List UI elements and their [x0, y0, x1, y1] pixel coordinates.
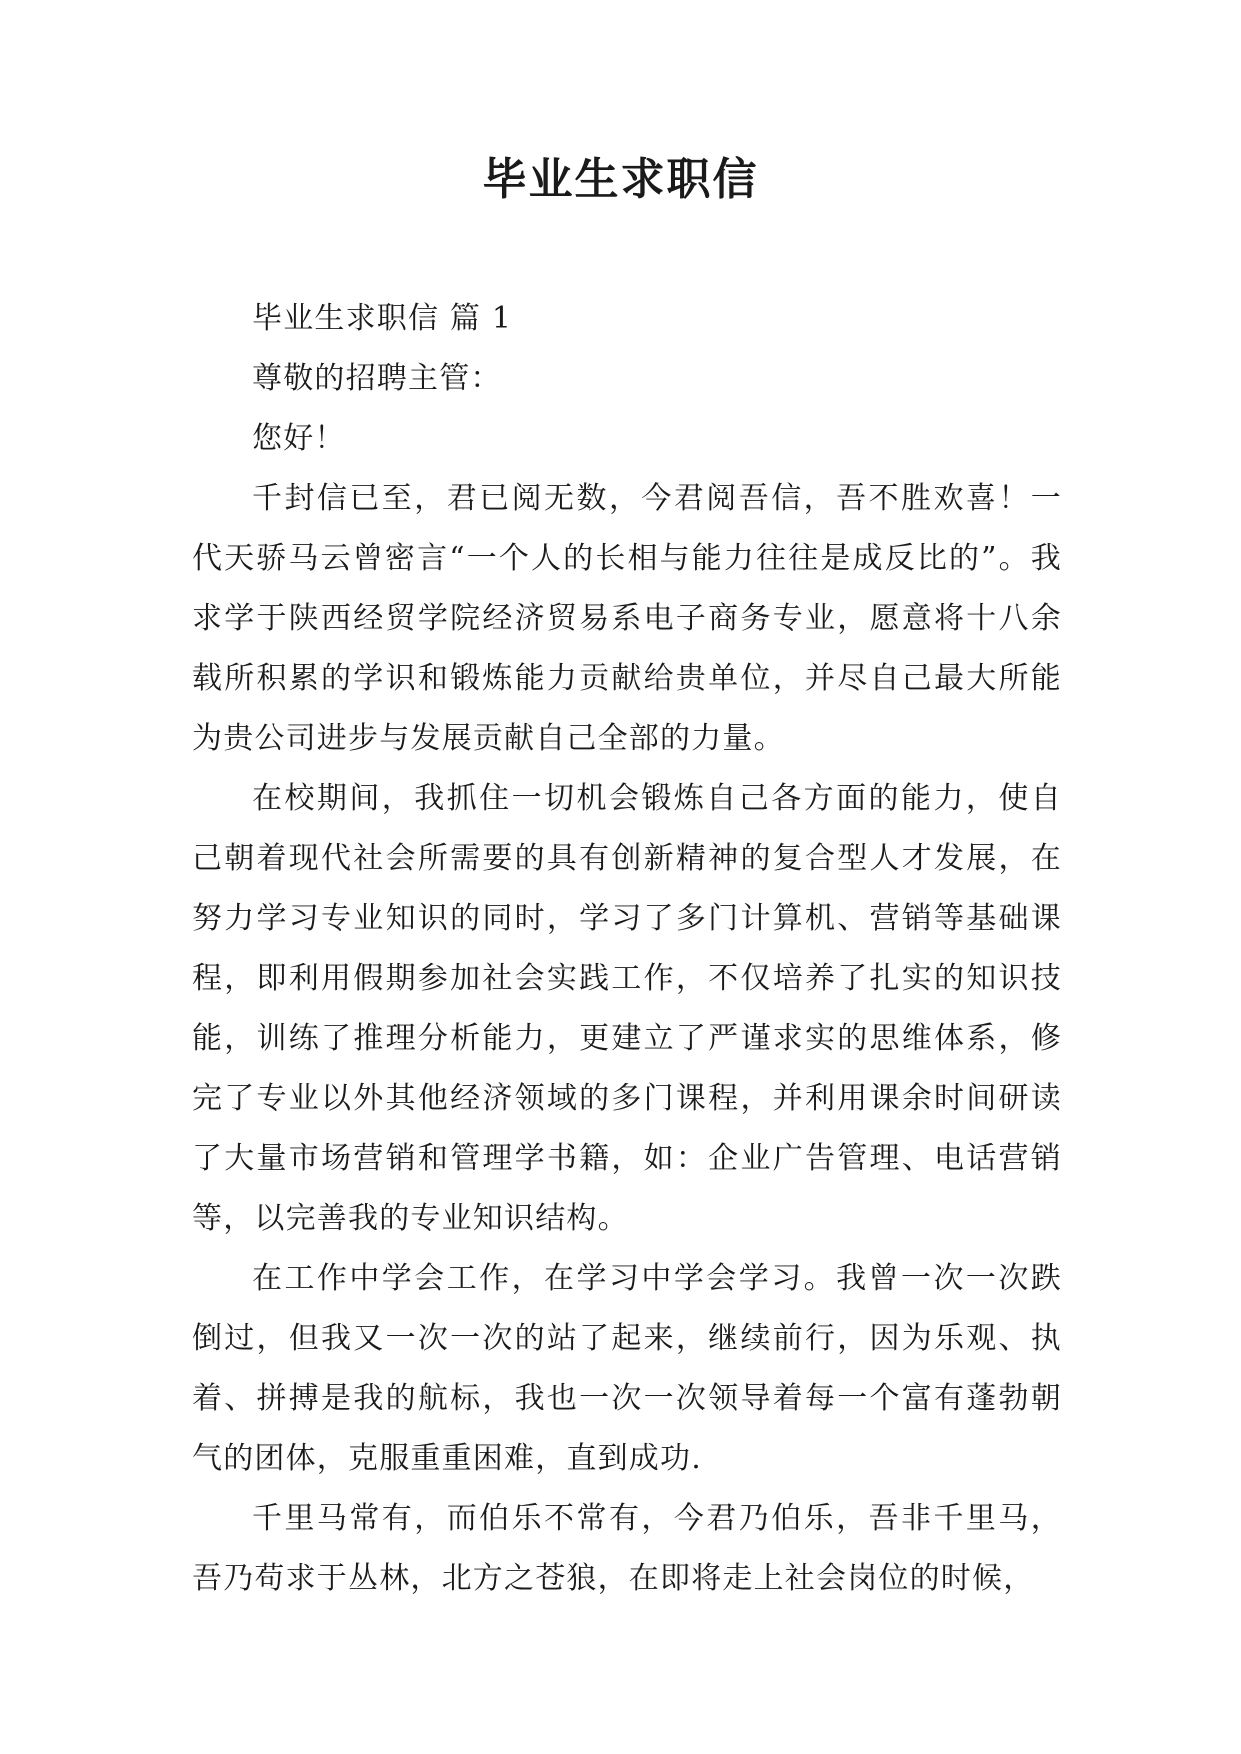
paragraph-intro: 千封信已至，君已阅无数，今君阅吾信，吾不胜欢喜！一代天骄马云曾密言“一个人的长相与能力往往是成反比的”。我求学于陕西经贸学院经济贸易系电子商务专业，愿意将十八余载所积累的学识和锻炼能力贡献给贵单位，并尽自己最大所能为贵公司进步与发展贡献自己全部的力量。	[192, 481, 1062, 756]
document-body	[192, 289, 1062, 1609]
heading-line: 毕业生求职信 篇 1	[252, 301, 513, 336]
salutation: 尊敬的招聘主管：	[252, 361, 502, 396]
document-title: 毕业生求职信	[482, 154, 759, 205]
paragraph-school: 在校期间，我抓住一切机会锻炼自己各方面的能力，使自己朝着现代社会所需要的具有创新精神的复合型人才发展，在努力学习专业知识的同时，学习了多门计算机、营销等基础课程，即利用假期参加社会实践工作，不仅培养了扎实的知识技能，训练了推理分析能力，更建立了严谨求实的思维体系，修完了专业以外其他经济领域的多门课程，并利用课余时间研读了大量市场营销和管理学书籍，如：企业广告管理、电话营销等，以完善我的专业知识结构。	[192, 781, 1062, 1236]
paragraph-closing: 千里马常有，而伯乐不常有，今君乃伯乐，吾非千里马，吾乃苟求于丛林，北方之苍狼，在即将走上社会岗位的时候，	[192, 1501, 1062, 1596]
paragraph-work: 在工作中学会工作，在学习中学会学习。我曾一次一次跌倒过，但我又一次一次的站了起来，继续前行，因为乐观、执着、拼搏是我的航标，我也一次一次领导着每一个富有蓬勃朝气的团体，克服重重困难，直到成功.	[192, 1261, 1062, 1476]
greeting: 您好！	[252, 421, 346, 456]
